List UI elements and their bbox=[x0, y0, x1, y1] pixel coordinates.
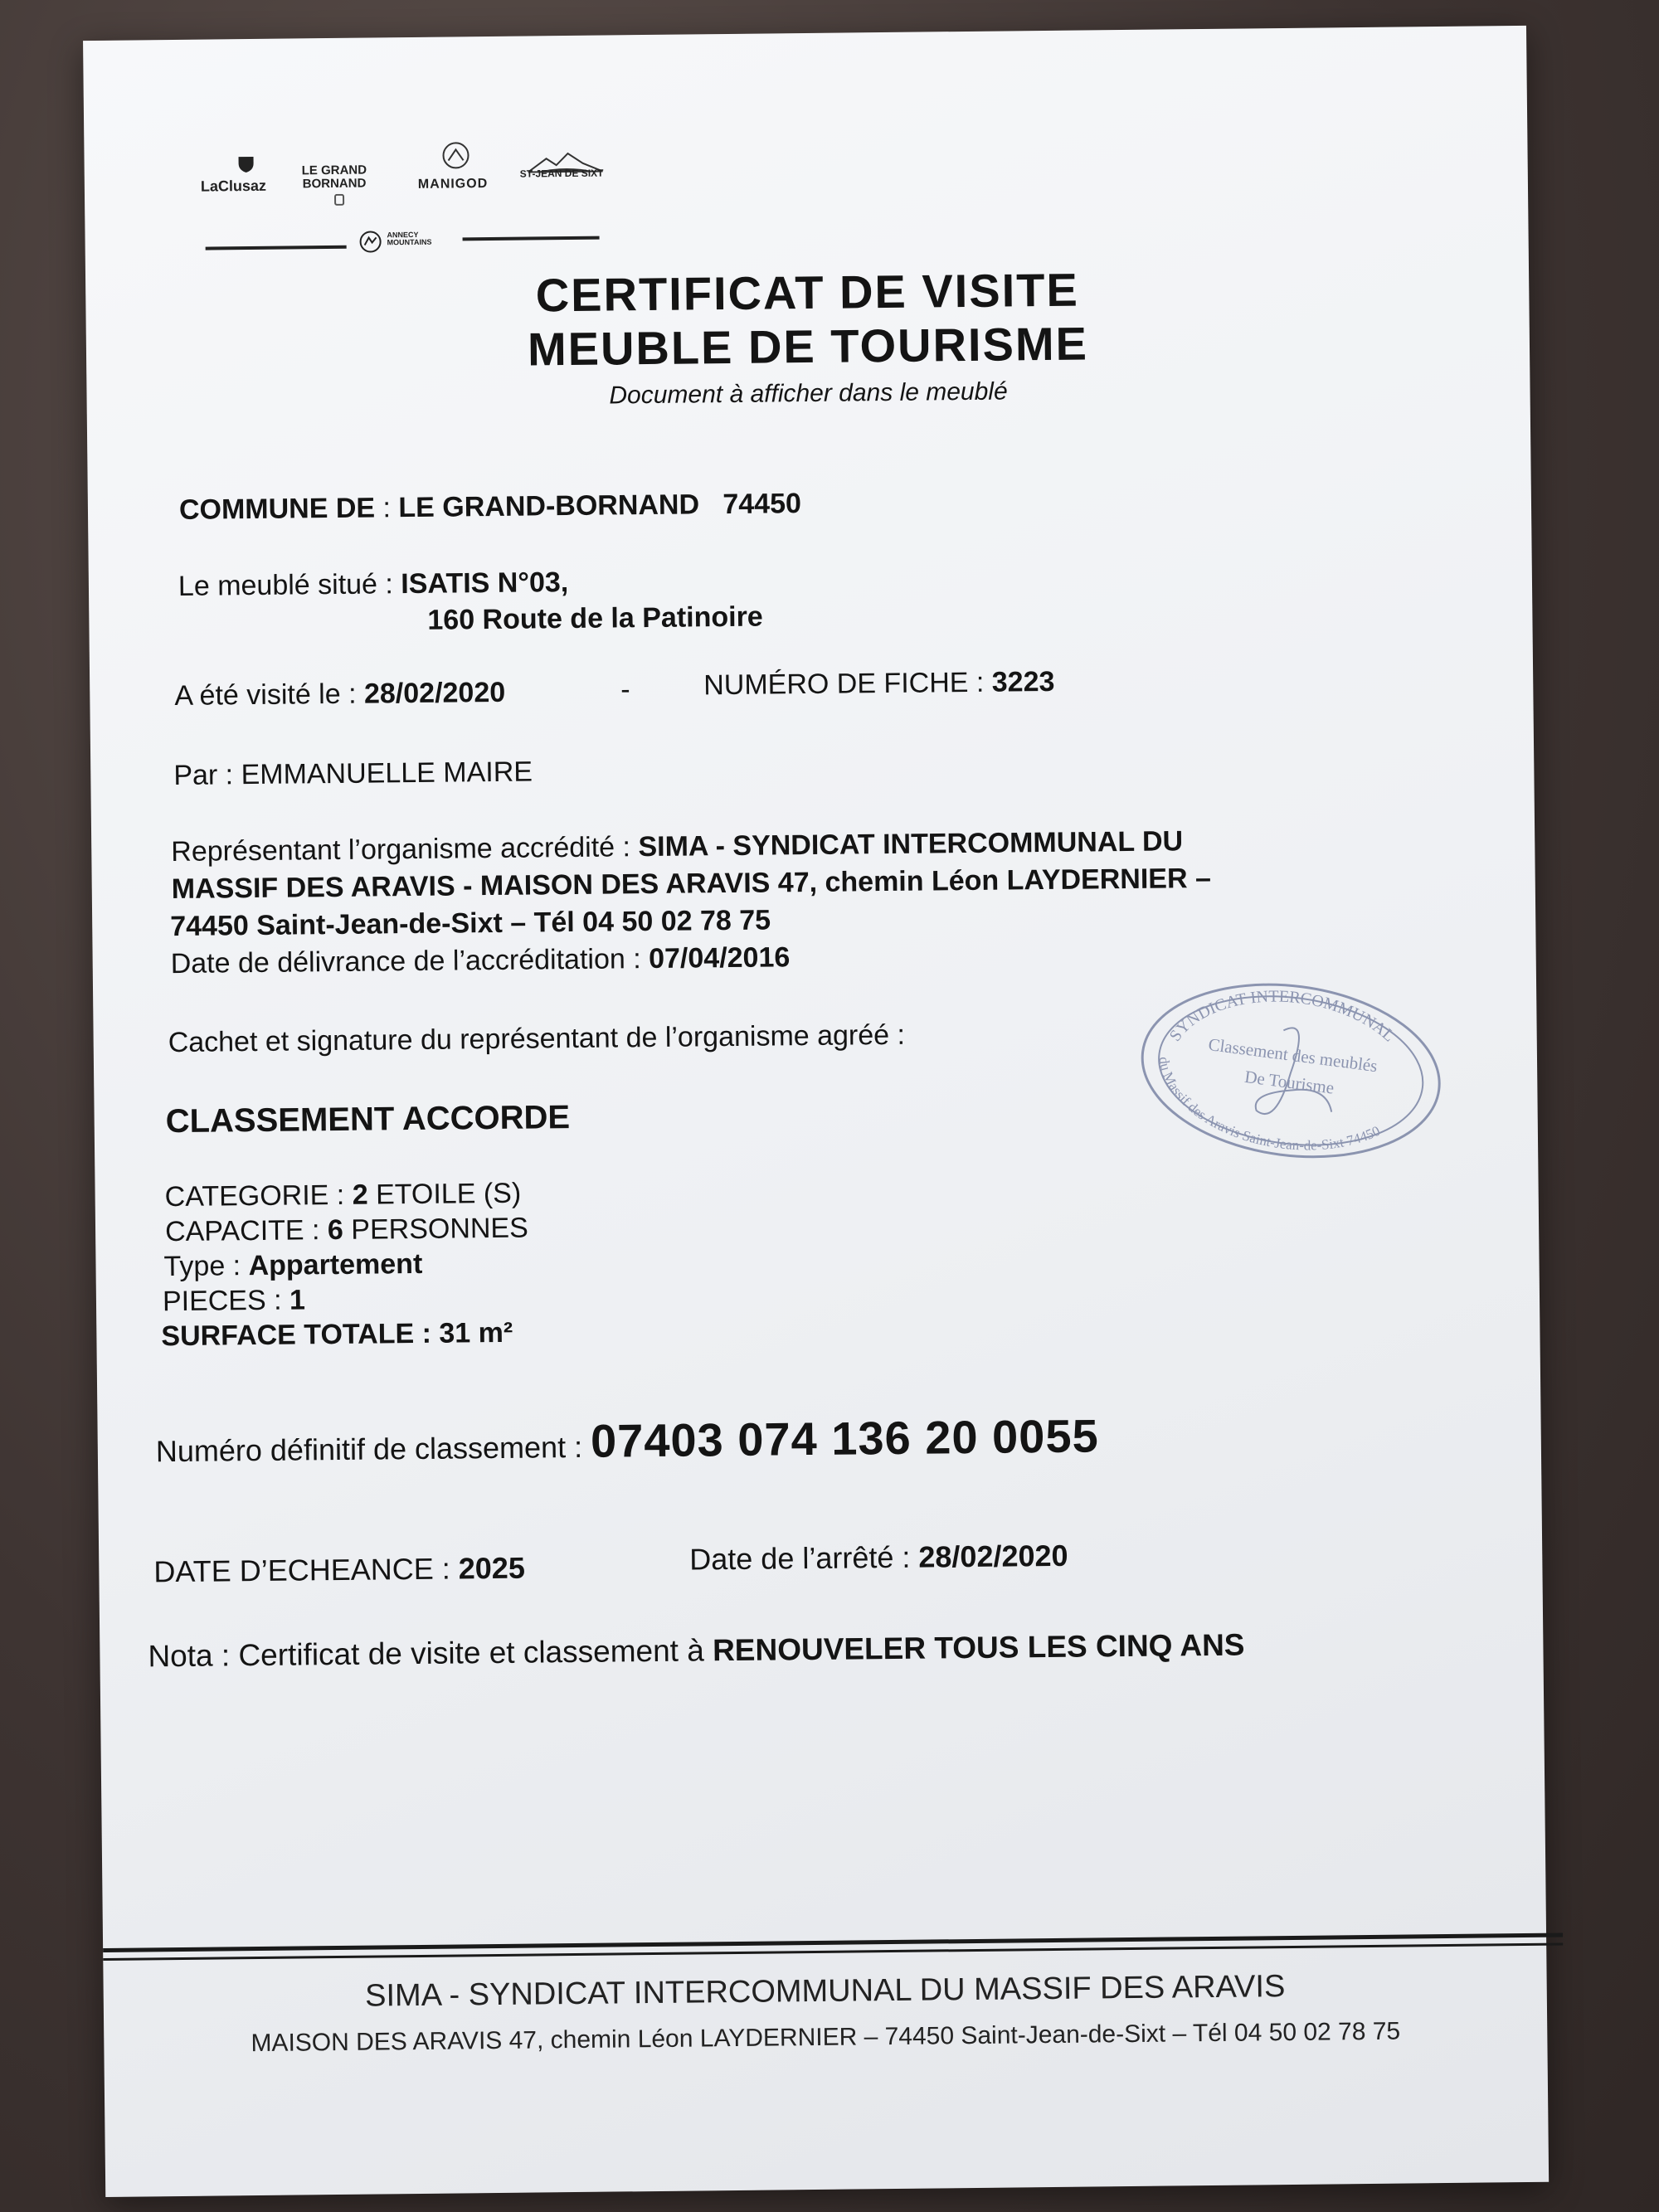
nota-label: Nota : Certificat de visite et classement à bbox=[148, 1633, 713, 1674]
numero-value: 07403 074 136 20 0055 bbox=[590, 1409, 1099, 1467]
visite-date: 28/02/2020 bbox=[363, 676, 506, 710]
fiche-label: NUMÉRO DE FICHE : bbox=[703, 666, 992, 702]
surface-row bbox=[161, 1317, 513, 1353]
categorie-num: 2 bbox=[352, 1179, 368, 1211]
logo-divider-right bbox=[463, 236, 600, 241]
representant-value-line1: SIMA - SYNDICAT INTERCOMMUNAL DU bbox=[638, 825, 1184, 863]
certificate-title-line2: MEUBLE DE TOURISME bbox=[527, 317, 1089, 376]
manigod-icon bbox=[440, 140, 470, 170]
commune-value: LE GRAND-BORNAND 74450 bbox=[398, 488, 802, 524]
visite-label: A été visité le bbox=[174, 678, 341, 712]
certificate-title-line1: CERTIFICAT DE VISITE bbox=[535, 263, 1080, 322]
crest-icon bbox=[333, 194, 345, 206]
type-row bbox=[163, 1248, 422, 1283]
certificate-paper bbox=[83, 26, 1549, 2197]
stamp-bottom-text: du Massif des Aravis Saint-Jean-de-Sixt 74450 bbox=[1155, 1056, 1383, 1154]
pieces-label: PIECES : bbox=[162, 1284, 290, 1318]
annecy-mountains-icon bbox=[358, 230, 382, 253]
nota-row bbox=[148, 1628, 1244, 1675]
fiche-value: 3223 bbox=[991, 665, 1055, 698]
logo-divider-left bbox=[206, 246, 347, 250]
pieces-row bbox=[163, 1284, 305, 1318]
capacite-num: 6 bbox=[327, 1213, 344, 1247]
representant-label: Représentant l’organisme accrédité : bbox=[171, 831, 639, 868]
resort-logos bbox=[200, 134, 691, 263]
categorie-label: CATEGORIE : bbox=[164, 1179, 353, 1213]
fiche-row bbox=[703, 666, 1055, 702]
delivrance-value: 07/04/2016 bbox=[648, 941, 791, 975]
numero-row bbox=[155, 1408, 1099, 1472]
le-grand-bornand-logo: LE GRAND BORNAND bbox=[301, 163, 367, 192]
classement-title: CLASSEMENT ACCORDE bbox=[165, 1099, 571, 1140]
commune-label: COMMUNE DE bbox=[178, 492, 376, 526]
echeance-value: 2025 bbox=[458, 1550, 526, 1586]
stamp-middle-text-1: Classement des meublés bbox=[1207, 1033, 1379, 1077]
certificate-subtitle: Document à afficher dans le meublé bbox=[609, 377, 1008, 410]
shield-icon bbox=[234, 155, 259, 172]
categorie-row bbox=[164, 1178, 521, 1213]
meuble-sep: : bbox=[377, 568, 401, 600]
arrete-label: Date de l’arrêté : bbox=[689, 1539, 919, 1577]
arrete-row bbox=[689, 1539, 1068, 1578]
visite-dash: - bbox=[620, 673, 630, 706]
visite-row bbox=[174, 677, 505, 712]
commune-row bbox=[179, 488, 801, 527]
commune-sep: : bbox=[374, 492, 399, 524]
meuble-row bbox=[178, 566, 569, 603]
annecy-mountains-logo: ANNECY MOUNTAINS bbox=[387, 230, 432, 247]
representant-value-line3: 74450 Saint-Jean-de-Sixt – Tél 04 50 02 78 75 bbox=[170, 904, 771, 943]
manigod-logo: MANIGOD bbox=[417, 177, 489, 192]
par-value: EMMANUELLE MAIRE bbox=[241, 756, 533, 791]
capacite-row bbox=[165, 1213, 528, 1249]
capacite-label: CAPACITE : bbox=[164, 1214, 328, 1248]
echeance-label: DATE D’ECHEANCE : bbox=[153, 1551, 459, 1589]
capacite-unit: PERSONNES bbox=[343, 1212, 529, 1246]
type-value: Appartement bbox=[248, 1247, 423, 1282]
categorie-unit: ETOILE (S) bbox=[367, 1177, 522, 1211]
representant-value-line2: MASSIF DES ARAVIS - MAISON DES ARAVIS 47, chemin Léon LAYDERNIER – bbox=[171, 862, 1212, 906]
surface-value: 31 m² bbox=[439, 1316, 513, 1349]
footer-address: MAISON DES ARAVIS 47, chemin Léon LAYDERNIER – 74450 Saint-Jean-de-Sixt – Tél 04 50 02 78 75 bbox=[251, 2017, 1401, 2058]
delivrance-label: Date de délivrance de l’accréditation : bbox=[170, 943, 649, 980]
footer-organisation: SIMA - SYNDICAT INTERCOMMUNAL DU MASSIF DES ARAVIS bbox=[364, 1969, 1286, 2014]
footer-divider-thick bbox=[103, 1933, 1563, 1952]
surface-label: SURFACE TOTALE : bbox=[161, 1317, 440, 1353]
meuble-address-line1: ISATIS N°03, bbox=[401, 566, 569, 600]
st-jean-logo: ST-JEAN DE SIXT bbox=[519, 167, 604, 180]
pieces-value: 1 bbox=[289, 1284, 306, 1316]
arrete-value: 28/02/2020 bbox=[918, 1538, 1068, 1574]
stamp-middle-text-2: De Tourisme bbox=[1243, 1066, 1335, 1098]
representant-row bbox=[171, 825, 1183, 868]
type-label: Type : bbox=[163, 1250, 249, 1283]
visite-sep: : bbox=[340, 678, 365, 710]
numero-label: Numéro définitif de classement : bbox=[155, 1429, 591, 1469]
par-row bbox=[173, 756, 533, 792]
cachet-label: Cachet et signature du représentant de l’organisme agréé : bbox=[168, 1018, 906, 1059]
nota-value: RENOUVELER TOUS LES CINQ ANS bbox=[712, 1627, 1245, 1668]
delivrance-row bbox=[171, 941, 791, 980]
la-clusaz-logo: LaClusaz bbox=[200, 177, 267, 195]
stamp-top-text: SYNDICAT INTERCOMMUNAL bbox=[1165, 987, 1399, 1046]
meuble-address-line2: 160 Route de la Patinoire bbox=[427, 600, 763, 636]
echeance-row bbox=[153, 1551, 525, 1590]
meuble-label: Le meublé situé bbox=[178, 568, 378, 602]
official-stamp bbox=[1127, 963, 1455, 1179]
par-label: Par : bbox=[173, 759, 241, 792]
